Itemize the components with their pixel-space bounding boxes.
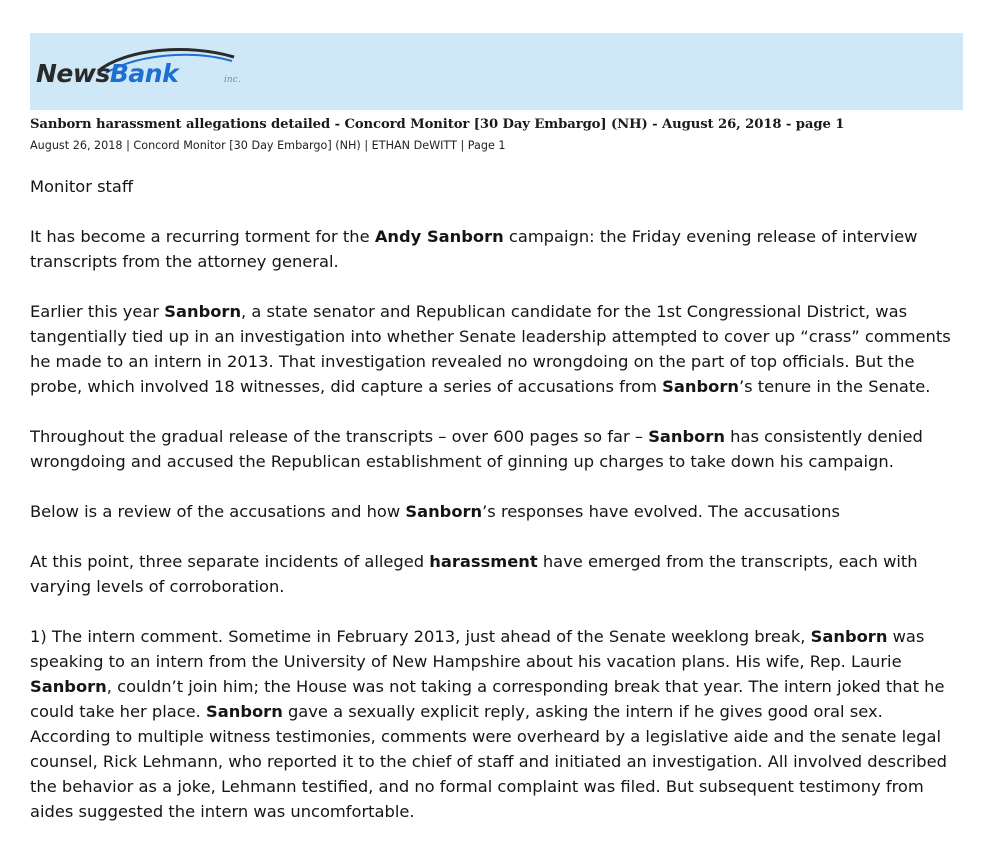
search-highlight: Andy Sanborn bbox=[374, 227, 504, 246]
paragraph-text: has consistently denied wrongdoing and accused the Republican establishment of ginning up charges to take down his campaign. bbox=[30, 427, 923, 471]
byline-text: Monitor staff bbox=[30, 177, 134, 196]
paragraph-text: ’s tenure in the Senate. bbox=[738, 377, 931, 396]
article-paragraph bbox=[30, 549, 960, 599]
newsbank-header-banner bbox=[30, 33, 963, 110]
article-paragraph bbox=[30, 174, 960, 199]
document-title: Sanborn harassment allegations detailed - Concord Monitor [30 Day Embargo] (NH) - August 26, 2018 - page 1 bbox=[30, 117, 845, 132]
document-meta: August 26, 2018 | Concord Monitor [30 Day Embargo] (NH) | ETHAN DeWITT | Page 1 bbox=[30, 139, 506, 152]
paragraph-text: Throughout the gradual release of the transcripts – over 600 pages so far – bbox=[30, 427, 649, 446]
paragraph-text: , a state senator and Republican candidate for the 1st Congressional District, was tangentially tied up in an investigation into whether Senate leadership attempted to cover up “crass” comments he made to an intern in 2013. That investigation revealed no wrongdoing on the part of top officials. But the probe, which involved 18 witnesses, did capture a series of accusations from bbox=[30, 302, 951, 396]
paragraph-text: gave a sexually explicit reply, asking the intern if he gives good oral sex. According to multiple witness testimonies, comments were overheard by a legislative aide and the senate legal counsel, Rick Lehmann, who reported it to the chief of staff and initiated an investigation. All involved described the behavior as a joke, Lehmann testified, and no formal complaint was filed. But subsequent testimony from aides suggested the intern was uncomfortable. bbox=[30, 702, 947, 821]
article-paragraph bbox=[30, 424, 960, 474]
paragraph-text: , couldn’t join him; the House was not taking a corresponding break that year. The intern joked that he could take her place. bbox=[30, 677, 945, 721]
article-body bbox=[30, 174, 960, 849]
logo-inc-text: inc. bbox=[224, 75, 241, 85]
paragraph-text: 1) The intern comment. Sometime in February 2013, just ahead of the Senate weeklong break, bbox=[30, 627, 811, 646]
search-highlight: Sanborn bbox=[405, 502, 483, 521]
paragraph-text: It has become a recurring torment for the bbox=[30, 227, 375, 246]
paragraph-text: Earlier this year bbox=[30, 302, 165, 321]
article-paragraph bbox=[30, 224, 960, 274]
paragraph-text: was speaking to an intern from the University of New Hampshire about his vacation plans. His wife, Rep. Laurie bbox=[30, 627, 925, 671]
search-highlight: Sanborn bbox=[648, 427, 725, 446]
logo-news-text: News bbox=[36, 59, 110, 88]
search-highlight: Sanborn bbox=[206, 702, 283, 721]
article-paragraph bbox=[30, 624, 960, 824]
search-highlight: Sanborn bbox=[810, 627, 888, 646]
search-highlight: Sanborn bbox=[164, 302, 242, 321]
logo-wordmark bbox=[36, 59, 178, 88]
paragraph-text: have emerged from the transcripts, each with varying levels of corroboration. bbox=[30, 552, 918, 596]
newsbank-logo[interactable] bbox=[36, 45, 256, 93]
paragraph-text: campaign: the Friday evening release of interview transcripts from the attorney general. bbox=[30, 227, 918, 271]
paragraph-text: At this point, three separate incidents of alleged bbox=[30, 552, 430, 571]
search-highlight: harassment bbox=[429, 552, 538, 571]
article-paragraph bbox=[30, 299, 960, 399]
article-paragraph bbox=[30, 499, 960, 524]
paragraph-text: ’s responses have evolved. The accusations bbox=[482, 502, 840, 521]
logo-bank-text: Bank bbox=[109, 59, 179, 88]
search-highlight: Sanborn bbox=[662, 377, 739, 396]
paragraph-text: Below is a review of the accusations and how bbox=[30, 502, 406, 521]
search-highlight: Sanborn bbox=[30, 677, 107, 696]
